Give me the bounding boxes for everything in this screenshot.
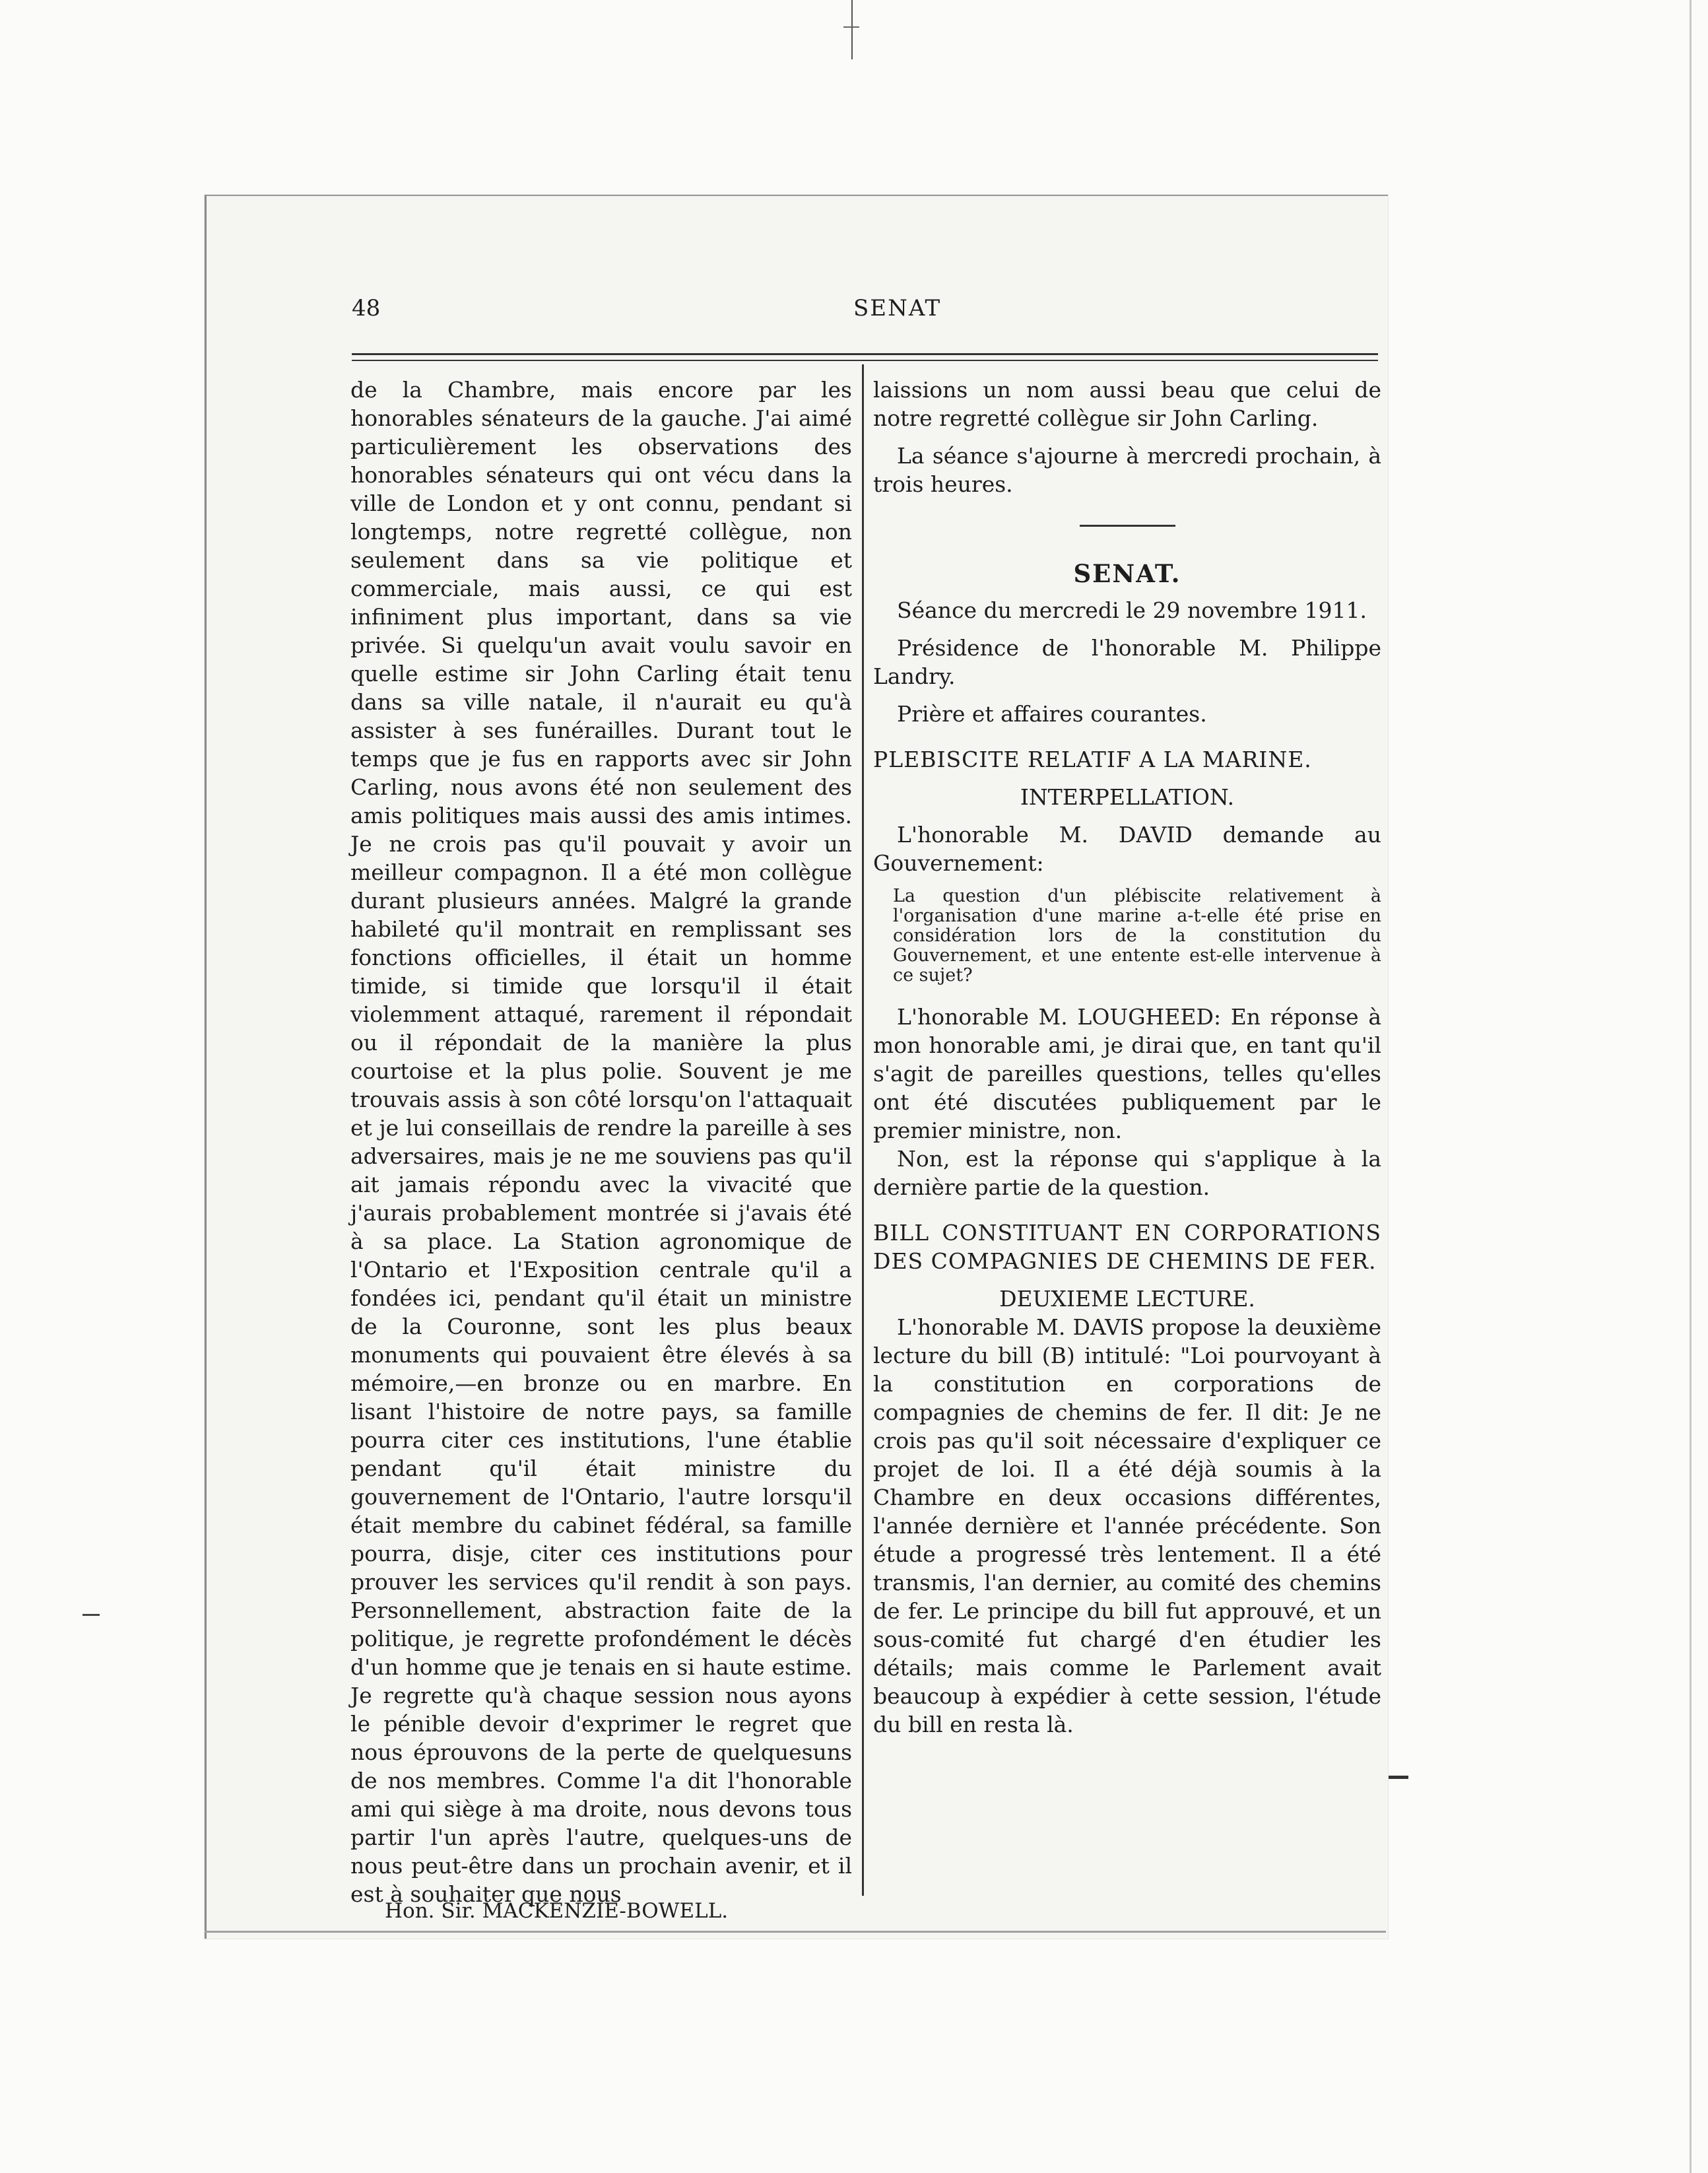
question-quote bbox=[873, 886, 1381, 986]
davis-text: L'honorable M. DAVIS propose la deuxième lecture du bill (B) intitulé: "Loi pourvoyant à la constitution en corporations de compagnies de chemins de fer. Il dit: Je ne crois pas qu'il soit nécessaire d'expliquer ce projet de loi. Il a été déjà soumis à la Chambre en deux occasions différentes, l'année dernière et l'année précédente. Son étude a progressé très lentement. Il a été transmis, l'an dernier, au comité des chemins de fer. Le principe du bill fut approuvé, et un sous-comité fut chargé d'en étudier les détails; mais comme le Parlement avait beaucoup à expédier à cette session, l'étude du bill en resta là. bbox=[873, 1314, 1381, 1737]
presidence-text: Présidence de l'honorable M. Philippe Landry. bbox=[873, 635, 1381, 689]
priere-text: Prière et affaires courantes. bbox=[897, 701, 1207, 727]
session-date: Séance du mercredi le 29 novembre 1911. bbox=[897, 597, 1367, 623]
page-number: 48 bbox=[352, 295, 381, 321]
scan-crop-mark-cross bbox=[843, 26, 859, 28]
left-column-text: de la Chambre, mais encore par les honorables sénateurs de la gauche. J'ai aimé particulièrement les observations des honorables sénateurs qui ont vécu dans la ville de London et y ont connu, pendant si longtemps, notre regretté collègue, non seulement dans sa vie politique et commerciale, mais aussi, ce qui est infiniment plus important, dans sa vie privée. Si quelqu'un avait voulu savoir en quelle estime sir John Carling était tenu dans sa ville natale, il n'aurait eu qu'à assister à ses funérailles. Durant tout le temps que je fus en rapports avec sir John Carling, nous avons été non seulement des amis politiques mais aussi des amis intimes. Je ne crois pas qu'il pouvait y avoir un meilleur compagnon. Il a été mon collègue durant plusieurs années. Malgré la grande habileté qu'il montrait en remplissant ses fonctions officielles, il était un homme timide, si timide que lorsqu'il il était violemment attaqué, rarement il répondait ou il répondait de la manière la plus courtoise et la plus polie. Souvent je me trouvais assis à son côté lorsqu'on l'attaquait et je lui conseillais de rendre la pareille à ses adversaires, mais je ne me souviens pas qu'il ait jamais répondu avec la vivacité que j'aurais probablement montrée si j'avais été à sa place. La Station agronomique de l'Ontario et l'Exposition centrale qu'il a fondées ici, pendant qu'il était un ministre de la Couronne, sont les plus beaux monuments qui pouvaient être élevés à sa mémoire,—en bronze ou en marbre. En lisant l'histoire de notre pays, sa famille pourra citer ces institutions, l'une établie pendant qu'il était ministre du gouvernement de l'Ontario, l'autre lorsqu'il était membre du cabinet fédéral, sa famille pourra, disje, citer ces institutions pour prouver les services qu'il rendit à son pays. Personnellement, abstraction faite de la politique, je regrette profondément le décès d'un homme que je tenais en si haute estime. Je regrette qu'à chaque session nous ayons le pénible devoir d'exprimer le regret que nous éprouvons de la perte de quelquesuns de nos membres. Comme l'a dit l'honorable ami qui siège à ma droite, nous devons tous partir l'un après l'autre, quelques-uns de nous peut-être dans un prochain avenir, et il est à souhaiter que nous bbox=[350, 377, 852, 1907]
right-column bbox=[873, 376, 1381, 1739]
non-reply: Non, est la réponse qui s'applique à la dernière partie de la question. bbox=[873, 1146, 1381, 1200]
margin-tick-right bbox=[1387, 1776, 1408, 1779]
section-subtitle-interpellation: INTERPELLATION. bbox=[1020, 784, 1235, 810]
lougheed-reply: L'honorable M. LOUGHEED: En réponse à mon honorable ami, je dirai que, en tant qu'il s'agit de pareilles questions, telles qu'elles ont été discutées publiquement par le premier ministre, non. bbox=[873, 1004, 1381, 1143]
margin-tick-left bbox=[82, 1614, 100, 1616]
adjournment-text: La séance s'ajourne à mercredi prochain, à trois heures. bbox=[873, 443, 1381, 497]
david-question-intro: L'honorable M. DAVID demande au Gouvernement: bbox=[873, 822, 1381, 876]
page-header bbox=[352, 295, 1381, 335]
scan-crop-mark bbox=[851, 0, 853, 59]
header-rule-bottom bbox=[352, 360, 1378, 361]
speaker-signature: Hon. Sir. MACKENZIE-BOWELL. bbox=[385, 1899, 729, 1923]
column-separator bbox=[862, 364, 864, 1896]
question-text: La question d'un plébiscite relativement à l'organisation d'une marine a-t-elle été prise en considération lors de la constitution du Gouvernement, et une entente est-elle intervenue à ce sujet? bbox=[893, 886, 1381, 986]
senat-heading: SENAT. bbox=[1073, 559, 1181, 588]
running-head: SENAT bbox=[853, 295, 942, 321]
clipping-bottom-edge bbox=[205, 1931, 1386, 1933]
section-subtitle-deuxieme-lecture: DEUXIEME LECTURE. bbox=[999, 1286, 1255, 1312]
section-title-plebiscite: PLEBISCITE RELATIF A LA MARINE. bbox=[873, 747, 1312, 772]
scan-edge-line bbox=[1690, 0, 1692, 2173]
newspaper-clipping bbox=[205, 195, 1388, 1939]
left-column bbox=[350, 376, 852, 1908]
section-divider bbox=[1080, 525, 1175, 527]
header-rule-top bbox=[352, 353, 1378, 355]
section-title-bill: BILL CONSTITUANT EN CORPORATIONS DES COMPAGNIES DE CHEMINS DE FER. bbox=[873, 1220, 1381, 1274]
continuation-text: laissions un nom aussi beau que celui de notre regretté collègue sir John Carling. bbox=[873, 377, 1381, 431]
